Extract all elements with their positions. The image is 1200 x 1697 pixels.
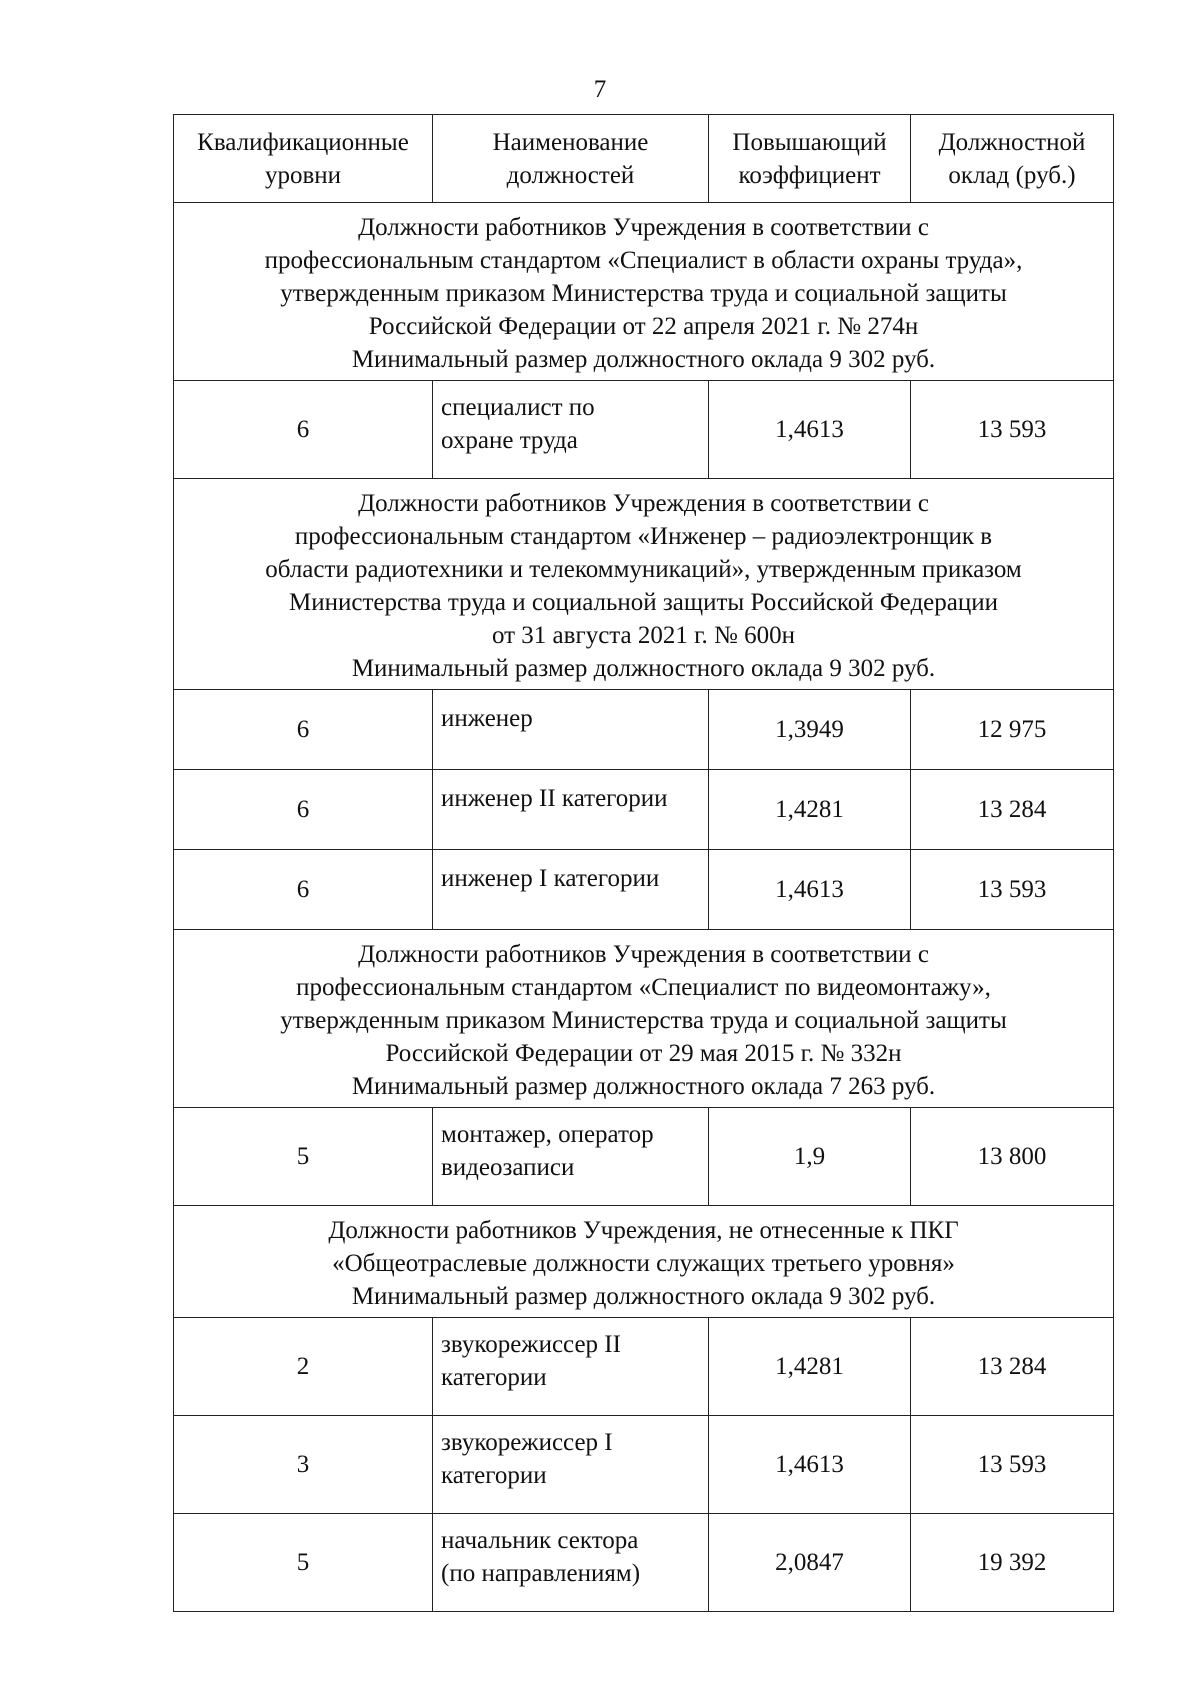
header-salary [911,115,1114,203]
table-row [174,690,1114,770]
table-row [174,770,1114,850]
text-line: начальник сектора [441,1527,639,1554]
table-row [174,1416,1114,1514]
text-line: коэффициент [738,161,881,189]
table-row [174,381,1114,479]
section-row [174,203,1114,381]
position-name-cell [433,770,709,850]
coefficient-cell: 1,4613 [709,381,911,479]
table-row [174,1108,1114,1206]
text-line: «Общеотраслевые должности служащих третьего уровня» [332,1250,955,1277]
text-line: профессиональным стандартом «Инженер – радиоэлектронщик в [294,523,993,550]
text-line: монтажер, оператор [441,1121,654,1148]
text-line: уровни [264,161,342,189]
header-position-names [433,115,709,203]
text-line: видеозаписи [441,1154,575,1181]
header-row [174,115,1114,203]
position-name-cell [433,381,709,479]
position-name-cell [433,850,709,930]
qualification-level-cell: 6 [174,770,433,850]
position-name-cell [433,690,709,770]
text-line: Российской Федерации от 22 апреля 2021 г. № 274н [368,313,919,340]
text-line: Российской Федерации от 29 мая 2015 г. № 332н [385,1040,902,1067]
coefficient-cell: 2,0847 [709,1514,911,1612]
position-name-cell [433,1514,709,1612]
text-line: Повышающий [732,128,887,156]
position-name-cell [433,1108,709,1206]
section-heading [174,203,1114,381]
text-line: от 31 августа 2021 г. № 600н [491,622,796,649]
table-row [174,1318,1114,1416]
salary-cell: 19 392 [911,1514,1114,1612]
text-line: инженер [441,705,533,732]
section-heading [174,1206,1114,1318]
text-line: Министерства труда и социальной защиты Российской Федерации [289,589,998,616]
salary-cell: 13 593 [911,381,1114,479]
qualification-level-cell: 6 [174,690,433,770]
text-line: категории [441,1364,547,1391]
section-row [174,479,1114,690]
table-row [174,850,1114,930]
coefficient-cell: 1,4613 [709,1416,911,1514]
section-row [174,930,1114,1108]
text-line: Наименование [492,128,649,156]
salary-table [173,114,1114,1612]
salary-table-body [174,115,1114,1612]
text-line: утвержденным приказом Министерства труда и социальной защиты [280,280,1007,307]
text-line: должностей [506,161,635,189]
text-line: профессиональным стандартом «Специалист в области охраны труда», [264,247,1023,274]
salary-cell: 12 975 [911,690,1114,770]
text-line: Должности работников Учреждения в соответствии с [358,214,929,241]
qualification-level-cell: 5 [174,1514,433,1612]
section-row [174,1206,1114,1318]
coefficient-cell: 1,4281 [709,1318,911,1416]
salary-cell: 13 593 [911,1416,1114,1514]
salary-cell: 13 284 [911,770,1114,850]
coefficient-cell: 1,3949 [709,690,911,770]
text-line: профессиональным стандартом «Специалист по видеомонтажу», [296,974,991,1001]
coefficient-cell: 1,4613 [709,850,911,930]
table-row [174,1514,1114,1612]
coefficient-cell: 1,9 [709,1108,911,1206]
salary-cell: 13 593 [911,850,1114,930]
header-coefficient [709,115,911,203]
text-line: Должности работников Учреждения в соответствии с [358,941,929,968]
text-line: инженер I категории [441,865,660,892]
text-line: Минимальный размер должностного оклада 7 263 руб. [351,1073,936,1100]
text-line: утвержденным приказом Министерства труда и социальной защиты [280,1007,1007,1034]
text-line: Минимальный размер должностного оклада 9 302 руб. [351,346,936,373]
position-name-cell [433,1416,709,1514]
text-line: Минимальный размер должностного оклада 9 302 руб. [351,655,936,682]
position-name-cell [433,1318,709,1416]
section-heading [174,930,1114,1108]
qualification-level-cell: 6 [174,850,433,930]
text-line: Должностной [938,128,1086,156]
header-qualification-levels [174,115,433,203]
text-line: Должности работников Учреждения, не отнесенные к ПКГ [328,1217,959,1244]
text-line: области радиотехники и телекоммуникаций», утвержденным приказом [265,556,1022,583]
text-line: Квалификационные [197,128,409,156]
qualification-level-cell: 3 [174,1416,433,1514]
coefficient-cell: 1,4281 [709,770,911,850]
text-line: специалист по [441,394,595,421]
text-line: звукорежиссер I [441,1429,613,1456]
text-line: звукорежиссер II [441,1331,621,1358]
text-line: охране труда [441,427,578,454]
text-line: инженер II категории [441,785,668,812]
text-line: оклад (руб.) [948,161,1076,189]
page-number: 7 [593,76,607,103]
text-line: Минимальный размер должностного оклада 9 302 руб. [351,1283,936,1310]
qualification-level-cell: 5 [174,1108,433,1206]
salary-cell: 13 284 [911,1318,1114,1416]
salary-cell: 13 800 [911,1108,1114,1206]
qualification-level-cell: 2 [174,1318,433,1416]
text-line: категории [441,1462,547,1489]
qualification-level-cell: 6 [174,381,433,479]
section-heading [174,479,1114,690]
text-line: (по направлениям) [441,1560,641,1587]
text-line: Должности работников Учреждения в соответствии с [358,490,929,517]
